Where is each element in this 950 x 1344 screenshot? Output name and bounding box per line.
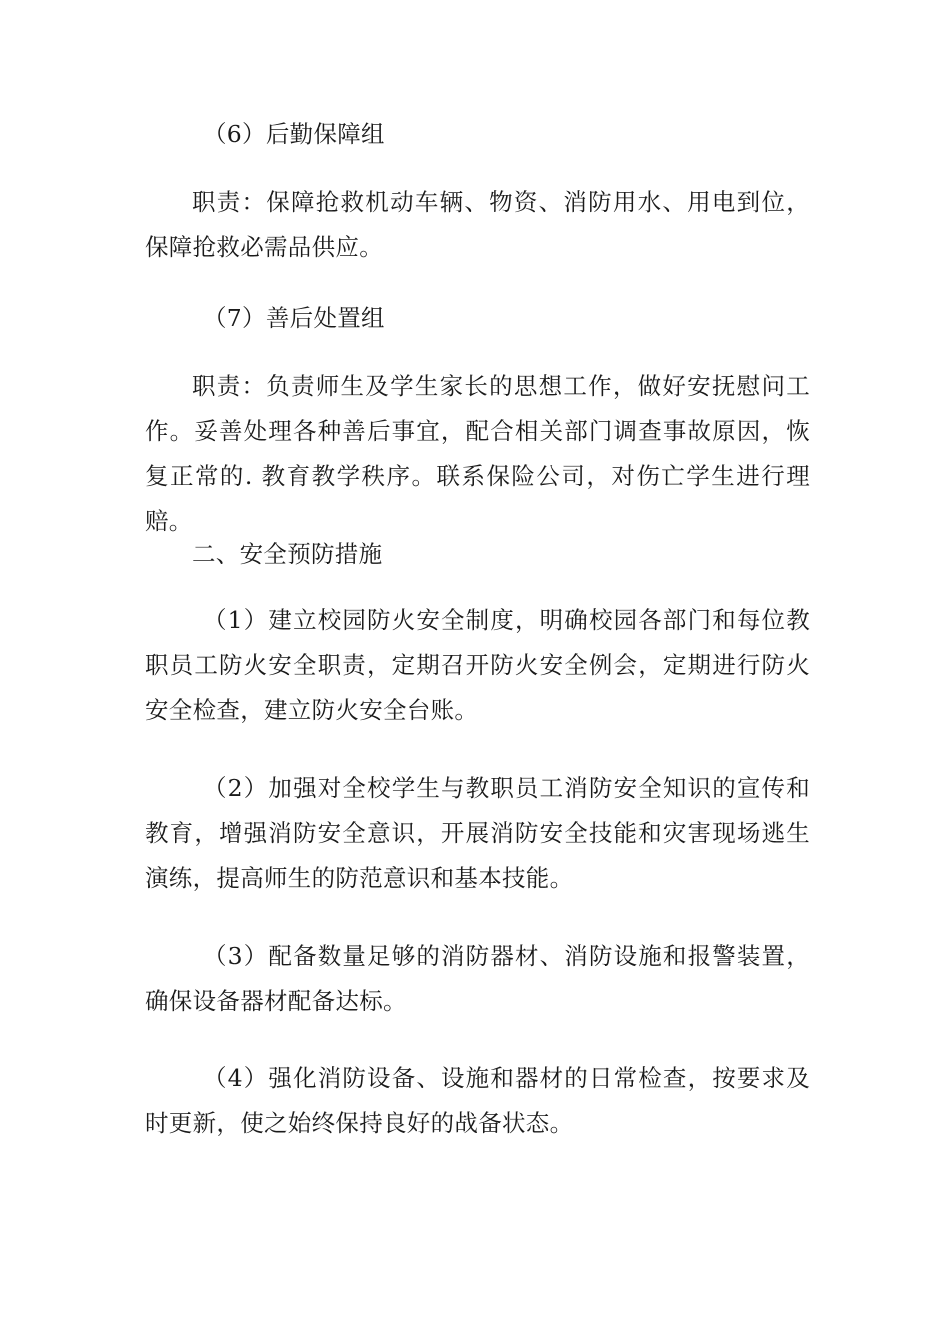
section-heading-prevention: 二、安全预防措施 bbox=[192, 540, 383, 568]
subsection-heading-logistics: （6）后勤保障组 bbox=[203, 120, 385, 148]
paragraph-logistics-duty: 职责：保障抢救机动车辆、物资、消防用水、用电到位，保障抢救必需品供应。 bbox=[145, 188, 810, 261]
subsection-heading-aftermath: （7）善后处置组 bbox=[203, 304, 385, 332]
paragraph-aftermath-duty: 职责：负责师生及学生家长的思想工作，做好安抚慰问工作。妥善处理各种善后事宜，配合相关部门调查事故原因，恢复正常的. 教育教学秩序。联系保险公司，对伤亡学生进行理赔。 bbox=[145, 372, 810, 535]
paragraph-prevention-4: （4）强化消防设备、设施和器材的日常检查，按要求及时更新，使之始终保持良好的战备状态。 bbox=[145, 1064, 810, 1137]
paragraph-prevention-2: （2）加强对全校学生与教职员工消防安全知识的宣传和教育，增强消防安全意识，开展消防安全技能和灾害现场逃生演练，提高师生的防范意识和基本技能。 bbox=[145, 774, 810, 892]
paragraph-prevention-3: （3）配备数量足够的消防器材、消防设施和报警装置，确保设备器材配备达标。 bbox=[145, 942, 810, 1015]
paragraph-prevention-1: （1）建立校园防火安全制度，明确校园各部门和每位教职员工防火安全职责，定期召开防火安全例会，定期进行防火安全检查，建立防火安全台账。 bbox=[145, 606, 810, 724]
